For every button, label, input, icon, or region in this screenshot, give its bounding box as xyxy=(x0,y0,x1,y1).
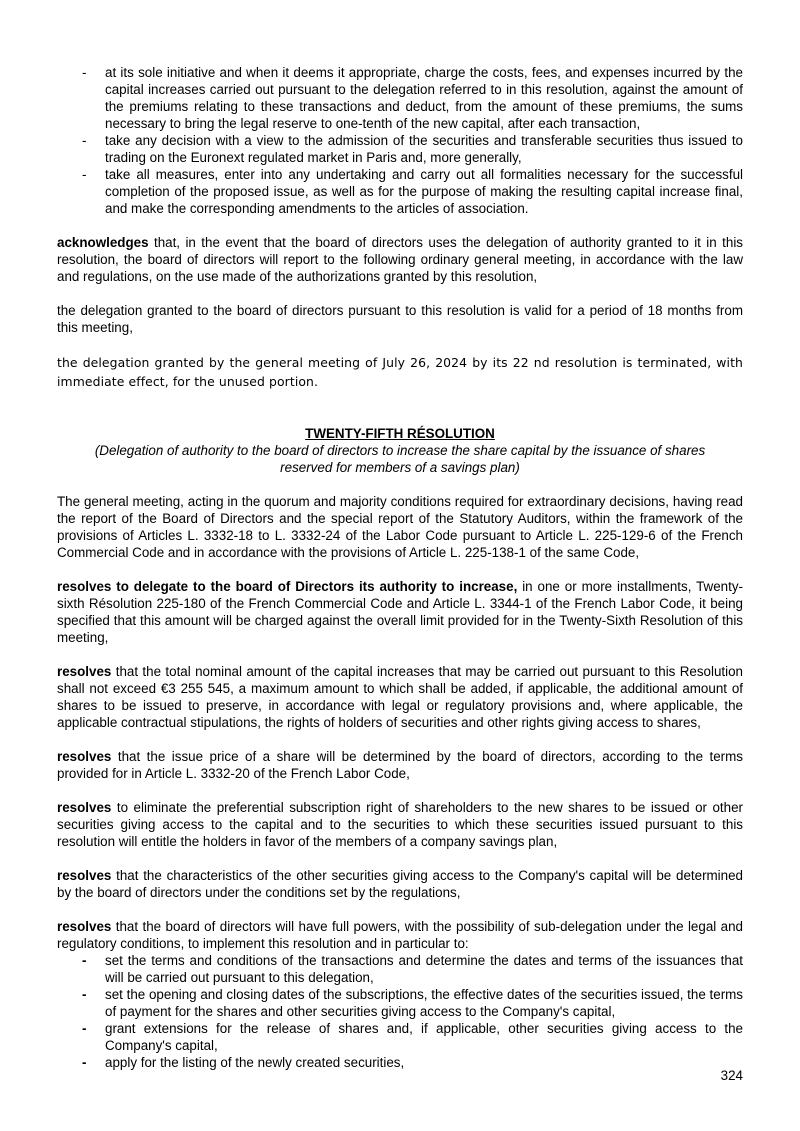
intro-paragraph: The general meeting, acting in the quorum and majority conditions required for extraordinary decisions, having read the report of the Board of Directors and the special report of the Statutory Auditors, within the framework of the provisions of Articles L. 3332-18 to L. 3332-24 of the Labor Code pursuant to Article L. 225-129-6 of the French Commercial Code and in accordance with the provisions of Article L. 225-138-1 of the same Code, xyxy=(57,494,743,560)
bullet-dash: - xyxy=(82,953,87,968)
resolution-subtitle: (Delegation of authority to the board of directors to increase the share capital by the issuance of shares reserved for members of a savings plan) xyxy=(94,443,706,475)
resolves-characteristics-paragraph: resolves that the characteristics of the other securities giving access to the Company's capital will be determined by the board of directors under the conditions set by the regulations, xyxy=(57,868,743,900)
resolution-title: TWENTY-FIFTH RÉSOLUTION xyxy=(305,426,495,441)
list-item: - take any decision with a view to the admission of the securities and transferable securities thus issued to trading on the Euronext regulated market in Paris and, more generally, xyxy=(82,133,743,165)
acknowledges-paragraph: acknowledges that, in the event that the board of directors uses the delegation of authority granted to it in this resolution, the board of directors will report to the following ordinary general meeting, in accordance with the law and regulations, on the use made of the authorizations granted by this resolution, xyxy=(57,235,743,284)
list-item: - set the opening and closing dates of the subscriptions, the effective dates of the securities issued, the terms of payment for the shares and other securities giving access to the Company's capital, xyxy=(82,987,743,1019)
bullet-dash: - xyxy=(82,1021,87,1036)
list-item: - take all measures, enter into any undertaking and carry out all formalities necessary for the successful completion of the proposed issue, as well as for the purpose of making the resulting capital increase final, and make the corresponding amendments to the articles of association. xyxy=(82,167,743,216)
resolves-eliminate-paragraph: resolves to eliminate the preferential subscription right of shareholders to the new shares to be issued or other securities giving access to the capital and to the securities to which these securities issued pursuant to this resolution will entitle the holders in favor of the members of a company savings plan, xyxy=(57,800,743,849)
list-item: - grant extensions for the release of shares and, if applicable, other securities giving access to the Company's capital, xyxy=(82,1021,743,1053)
list-item: - apply for the listing of the newly created securities, xyxy=(82,1055,405,1070)
document-page xyxy=(57,64,743,1071)
bullet-dash: - xyxy=(82,65,87,80)
bullet-dash: - xyxy=(82,133,87,148)
list-item: - set the terms and conditions of the transactions and determine the dates and terms of the issuances that will be carried out pursuant to this delegation, xyxy=(82,953,743,985)
terminated-paragraph: the delegation granted by the general meeting of July 26, 2024 by its 22 nd resolution is terminated, with immediate effect, for the unused portion. xyxy=(57,355,743,389)
list-item: - at its sole initiative and when it deems it appropriate, charge the costs, fees, and expenses incurred by the capital increases carried out pursuant to the delegation referred to in this resolution, against the amount of the premiums relating to these transactions and deduct, from the amount of these premiums, the sums necessary to bring the legal reserve to one-tenth of the new capital, after each transaction, xyxy=(82,65,743,131)
top-bullet-list xyxy=(57,64,743,217)
bullet-dash: - xyxy=(82,167,87,182)
bullet-dash: - xyxy=(82,987,87,1002)
bottom-bullet-list xyxy=(57,952,743,1071)
validity-paragraph: the delegation granted to the board of directors pursuant to this resolution is valid for a period of 18 months from this meeting, xyxy=(57,303,743,335)
bullet-dash: - xyxy=(82,1055,87,1070)
resolves-delegate-paragraph: resolves to delegate to the board of Directors its authority to increase, in one or more installments, Twenty-sixth Résolution 225-180 of the French Commercial Code and Article L. 3344-1 of the French Labor Code, it being specified that this amount will be charged against the overall limit provided for in the Twenty-Sixth Resolution of this meeting, xyxy=(57,579,743,645)
resolves-powers-paragraph: resolves that the board of directors will have full powers, with the possibility of sub-delegation under the legal and regulatory conditions, to implement this resolution and in particular to: xyxy=(57,919,743,951)
resolves-price-paragraph: resolves that the issue price of a share will be determined by the board of directors, according to the terms provided for in Article L. 3332-20 of the French Labor Code, xyxy=(57,749,743,781)
resolves-amount-paragraph: resolves that the total nominal amount of the capital increases that may be carried out pursuant to this Resolution shall not exceed €3 255 545, a maximum amount to which shall be added, if applicable, the additional amount of shares to be issued to preserve, in accordance with legal or regulatory provisions and, where applicable, the applicable contractual stipulations, the rights of holders of securities and other rights giving access to shares, xyxy=(57,664,743,730)
page-number: 324 xyxy=(720,1068,743,1083)
